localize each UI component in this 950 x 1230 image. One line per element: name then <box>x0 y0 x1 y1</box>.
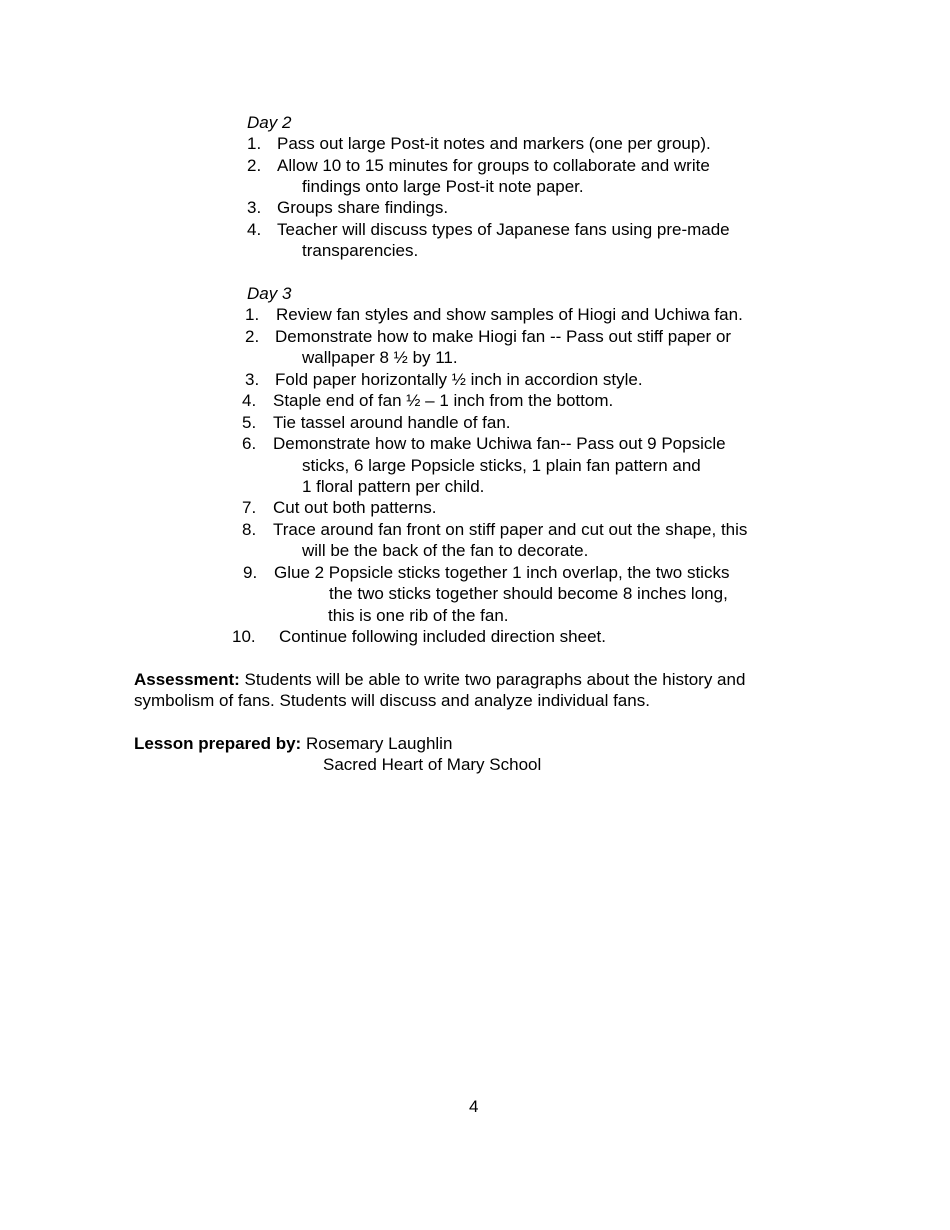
assessment-line-2: symbolism of fans. Students will discuss and analyze individual fans. <box>134 691 650 710</box>
day3-item-10-text: Continue following included direction sheet. <box>279 627 606 646</box>
day2-item-2-text-cont: findings onto large Post-it note paper. <box>302 177 584 196</box>
day3-item-5-number: 5. <box>242 413 257 432</box>
day2-item-2-text: Allow 10 to 15 minutes for groups to collaborate and write <box>277 156 710 175</box>
day3-item-9-text-cont-1: the two sticks together should become 8 inches long, <box>329 584 728 603</box>
day3-item-9-text-cont-2: this is one rib of the fan. <box>328 606 509 625</box>
day3-heading: Day 3 <box>247 284 292 303</box>
day3-item-6-number: 6. <box>242 434 257 453</box>
assessment-text-1: Students will be able to write two paragraphs about the history and <box>239 670 746 689</box>
day2-heading: Day 2 <box>247 113 292 132</box>
day2-item-3-text: Groups share findings. <box>277 198 449 217</box>
day2-item-4-text: Teacher will discuss types of Japanese fans using pre-made <box>277 220 730 239</box>
day3-item-4-number: 4. <box>242 391 257 410</box>
day3-item-2-text-cont: wallpaper 8 ½ by 11. <box>302 348 458 367</box>
day2-item-4-number: 4. <box>247 220 262 239</box>
day3-item-6-text-cont-1: sticks, 6 large Popsicle sticks, 1 plain fan pattern and <box>302 456 701 475</box>
day3-item-3-text: Fold paper horizontally ½ inch in accordion style. <box>275 370 643 389</box>
day3-item-2-number: 2. <box>245 327 260 346</box>
assessment-line-1 <box>134 670 745 690</box>
day3-item-2-text: Demonstrate how to make Hiogi fan -- Pass out stiff paper or <box>275 327 732 346</box>
day3-item-4-text: Staple end of fan ½ – 1 inch from the bottom. <box>273 391 614 410</box>
day3-item-8-number: 8. <box>242 520 257 539</box>
day2-item-1-text: Pass out large Post-it notes and markers (one per group). <box>277 134 711 153</box>
assessment-label: Assessment: <box>134 670 240 689</box>
day3-item-8-text-cont: will be the back of the fan to decorate. <box>302 541 589 560</box>
prepared-by-line <box>134 734 452 754</box>
day2-item-4-text-cont: transparencies. <box>302 241 419 260</box>
prepared-by-label: Lesson prepared by: <box>134 734 302 753</box>
day3-item-7-text: Cut out both patterns. <box>273 498 437 517</box>
prepared-by-school: Sacred Heart of Mary School <box>323 755 542 774</box>
day3-item-7-number: 7. <box>242 498 257 517</box>
day3-item-6-text-cont-2: 1 floral pattern per child. <box>302 477 485 496</box>
day3-item-3-number: 3. <box>245 370 260 389</box>
day3-item-10-number: 10. <box>232 627 256 646</box>
day3-item-1-text: Review fan styles and show samples of Hiogi and Uchiwa fan. <box>276 305 743 324</box>
day2-item-1-number: 1. <box>247 134 262 153</box>
day3-item-1-number: 1. <box>245 305 260 324</box>
day3-item-6-text: Demonstrate how to make Uchiwa fan-- Pass out 9 Popsicle <box>273 434 726 453</box>
day3-item-5-text: Tie tassel around handle of fan. <box>273 413 511 432</box>
day2-item-3-number: 3. <box>247 198 262 217</box>
day3-item-8-text: Trace around fan front on stiff paper and cut out the shape, this <box>273 520 748 539</box>
page-number: 4 <box>469 1097 479 1116</box>
day2-item-2-number: 2. <box>247 156 262 175</box>
day3-item-9-number: 9. <box>243 563 258 582</box>
prepared-by-name: Rosemary Laughlin <box>301 734 453 753</box>
day3-item-9-text: Glue 2 Popsicle sticks together 1 inch overlap, the two sticks <box>274 563 730 582</box>
